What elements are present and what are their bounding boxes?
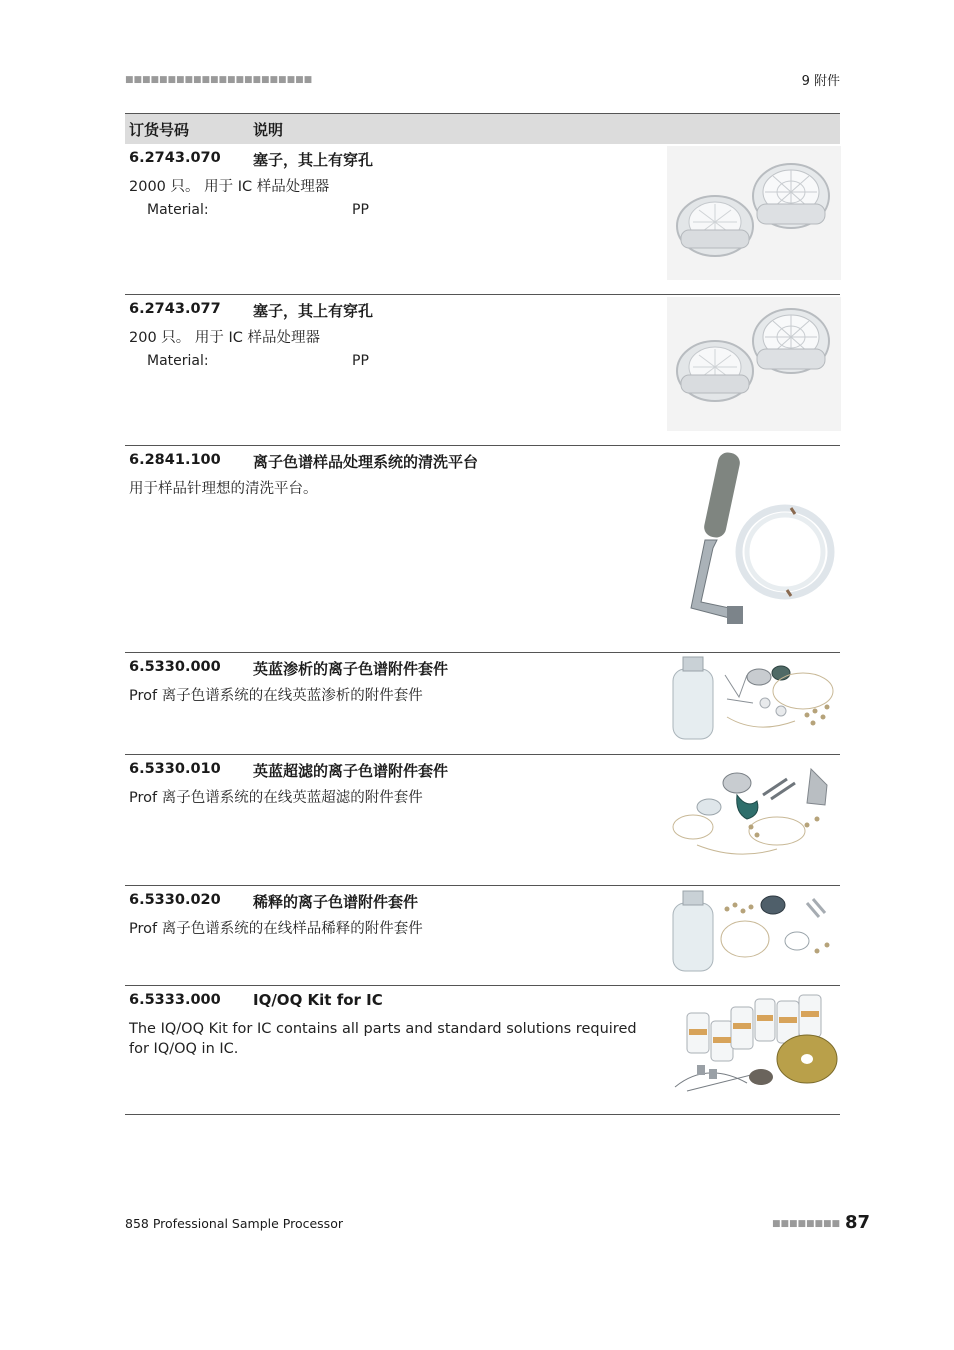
order-number: 6.5330.000	[129, 659, 221, 675]
rinsing-station-image	[667, 448, 841, 636]
spec-label: Material:	[147, 353, 209, 369]
order-number: 6.2743.077	[129, 301, 221, 317]
item-title: 稀释的离子色谱附件套件	[253, 893, 419, 911]
accessory-kit-image	[667, 655, 841, 743]
accessory-kit-image	[667, 765, 841, 865]
item-description: 用于样品针理想的清洗平台。	[129, 481, 318, 497]
order-number: 6.5330.010	[129, 761, 221, 777]
accessory-table	[125, 113, 840, 1115]
item-description: Prof 离子色谱系统的在线英蓝渗析的附件套件	[129, 688, 423, 704]
item-description: 2000 只。 用于 IC 样品处理器	[129, 179, 330, 195]
item-description: Prof 离子色谱系统的在线样品稀释的附件套件	[129, 921, 423, 937]
table-row	[125, 144, 840, 295]
order-number: 6.2743.070	[129, 150, 221, 166]
item-title: 离子色谱样品处理系统的清洗平台	[253, 453, 479, 471]
table-header	[125, 113, 840, 144]
chapter-title: 9 附件	[801, 74, 840, 89]
iqoq-kit-image	[667, 991, 841, 1101]
item-title: 英蓝超滤的离子色谱附件套件	[253, 762, 449, 780]
column-header-code: 订货号码	[129, 120, 190, 139]
header-decoration: ■■■■■■■■■■■■■■■■■■■■■■	[125, 75, 313, 85]
item-title: 英蓝渗析的离子色谱附件套件	[253, 660, 449, 678]
table-row	[125, 886, 840, 986]
accessory-kit-image	[667, 889, 841, 973]
page-number: 87	[845, 1212, 871, 1233]
item-description: Prof 离子色谱系统的在线英蓝超滤的附件套件	[129, 790, 423, 806]
column-header-description: 说明	[253, 120, 284, 139]
spec-value: PP	[352, 202, 369, 218]
order-number: 6.5330.020	[129, 892, 221, 908]
footer-decoration: ■■■■■■■■	[772, 1219, 841, 1229]
table-row	[125, 446, 840, 653]
spec-label: Material:	[147, 202, 209, 218]
stopper-image	[667, 297, 841, 431]
table-row	[125, 295, 840, 446]
table-row	[125, 986, 840, 1115]
item-description: The IQ/OQ Kit for IC contains all parts and standard solutions required for IQ/OQ in IC.	[129, 1021, 637, 1057]
order-number: 6.5333.000	[129, 992, 221, 1008]
footer-product-name: 858 Professional Sample Processor	[125, 1216, 343, 1231]
item-description: 200 只。 用于 IC 样品处理器	[129, 330, 321, 346]
item-title: 塞子，其上有穿孔	[253, 302, 374, 320]
table-row	[125, 653, 840, 755]
item-title: 塞子，其上有穿孔	[253, 151, 374, 169]
order-number: 6.2841.100	[129, 452, 221, 468]
table-row	[125, 755, 840, 886]
stopper-image	[667, 146, 841, 280]
spec-value: PP	[352, 353, 369, 369]
item-title: IQ/OQ Kit for IC	[253, 991, 383, 1009]
